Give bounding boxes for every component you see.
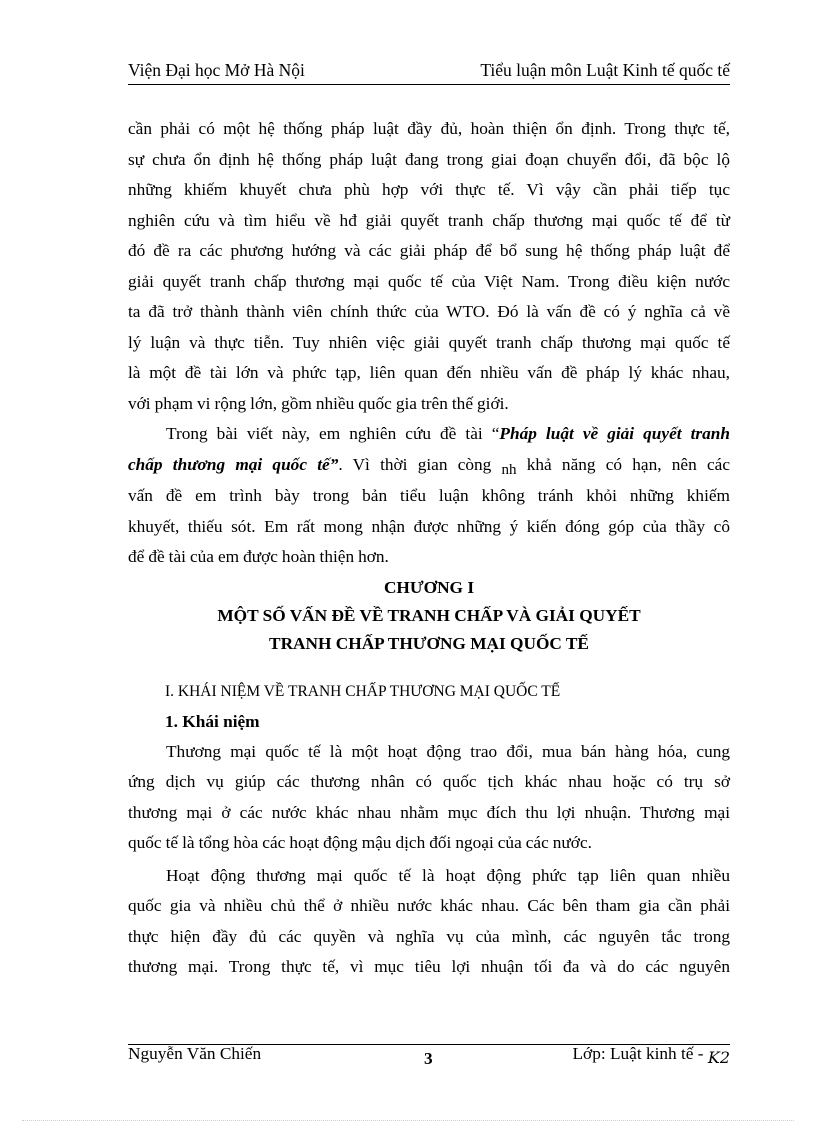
chapter-number: CHƯƠNG I	[383, 577, 475, 597]
concept-paragraph	[128, 737, 730, 859]
intro-line: nghiên cứu và tìm hiểu về hđ giải quyết tranh chấp thương mại quốc tế để từ	[128, 210, 730, 230]
topic-line	[128, 419, 730, 450]
concept-line: Thương mại quốc tế là một hoạt động trao đổi, mua bán hàng hóa, cung	[166, 741, 730, 761]
intro-line: cần phải có một hệ thống pháp luật đầy đủ, hoàn thiện ổn định. Trong thực tế,	[128, 119, 730, 138]
topic-paragraph	[128, 419, 730, 573]
footer-class	[572, 1044, 731, 1067]
concept-line: quốc tế là tổng hòa các hoạt động mậu dịch đối ngoại của các nước.	[128, 833, 592, 852]
page-header	[128, 58, 730, 85]
footer-class-code: K2	[707, 1048, 730, 1067]
page-body	[128, 114, 730, 983]
topic-text: . Vì thời gian còng	[338, 454, 502, 474]
chapter-title: TRANH CHẤP THƯƠNG MẠI QUỐC TẾ	[269, 633, 589, 653]
page-bottom-border	[22, 1120, 794, 1122]
activity-line: Hoạt động thương mại quốc tế là hoạt động phức tạp liên quan nhiều	[166, 865, 730, 885]
header-course-title: Tiểu luận môn Luật Kinh tế quốc tế	[480, 60, 730, 80]
activity-line: quốc gia và nhiều chủ thể ở nhiều nước khác nhau. Các bên tham gia cần phải	[128, 896, 730, 915]
intro-line: sự chưa ổn định hệ thống pháp luật đang trong giai đoạn chuyển đổi, đã bộc lộ	[128, 149, 730, 169]
intro-line: đó đề ra các phương hướng và các giải pháp để bổ sung hệ thống pháp luật để	[128, 241, 730, 260]
intro-line: ta đã trở thành thành viên chính thức của WTO. Đó là vấn đề có ý nghĩa cả về	[128, 302, 730, 321]
subsection-heading: 1. Khái niệm	[165, 711, 260, 731]
activity-line: thực hiện đầy đủ các quyền và nghĩa vụ của mình, các nguyên tắc trong	[128, 926, 730, 946]
intro-line: là một đề tài lớn và phức tạp, liên quan đến nhiều vấn đề pháp lý khác nhau,	[128, 363, 730, 382]
concept-line: ứng dịch vụ giúp các thương nhân có quốc tịch khác nhau hoặc có trụ sở	[128, 772, 730, 791]
topic-line: vấn đề em trình bày trong bản tiểu luận không tránh khỏi những khiếm	[128, 486, 730, 505]
topic-text: Trong bài viết này, em nghiên cứu đề tài “	[166, 424, 500, 443]
topic-line: để đề tài của em được hoàn thiện hơn.	[128, 547, 389, 566]
intro-line: lý luận và thực tiễn. Tuy nhiên việc giải quyết tranh chấp thương mại quốc tế	[128, 332, 730, 352]
header-institution: Viện Đại học Mở Hà Nội	[128, 60, 305, 80]
topic-line	[128, 450, 730, 482]
page-footer	[128, 1044, 730, 1073]
section-heading: I. KHÁI NIỆM VỀ TRANH CHẤP THƯƠNG MẠI QUỐC TẾ	[165, 682, 561, 700]
activity-paragraph	[128, 861, 730, 983]
activity-line: thương mại. Trong thực tế, vì mục tiêu lợi nhuận tối đa và do các nguyên	[128, 957, 730, 976]
page-number: 3	[424, 1049, 433, 1068]
intro-line: những khiếm khuyết chưa phù hợp với thực tế. Vì vậy cần phải tiếp tục	[128, 180, 730, 199]
topic-line: khuyết, thiếu sót. Em rất mong nhận được những ý kiến đóng góp của thầy cô	[128, 516, 730, 536]
footer-author: Nguyễn Văn Chiến	[128, 1044, 262, 1063]
chapter-heading	[128, 574, 730, 657]
concept-line: thương mại ở các nước khác nhau nhằm mục đích thu lợi nhuận. Thương mại	[128, 802, 730, 822]
chapter-title: MỘT SỐ VẤN ĐỀ VỀ TRANH CHẤP VÀ GIẢI QUYẾT	[217, 605, 641, 625]
topic-title-bold: Pháp luật về giải quyết tranh	[499, 424, 731, 443]
intro-line: giải quyết tranh chấp thương mại quốc tế của Việt Nam. Trong điều kiện nước	[128, 271, 730, 291]
footer-class-label: Lớp: Luật kinh tế -	[572, 1044, 708, 1063]
topic-subscript-fragment: nh	[501, 461, 517, 478]
topic-text: khả năng có hạn, nên các	[516, 454, 730, 474]
intro-paragraph	[128, 114, 730, 419]
intro-line: với phạm vi rộng lớn, gồm nhiều quốc gia trên thế giới.	[128, 393, 509, 413]
topic-title-bold: chấp thương mại quốc tế”	[128, 454, 339, 474]
